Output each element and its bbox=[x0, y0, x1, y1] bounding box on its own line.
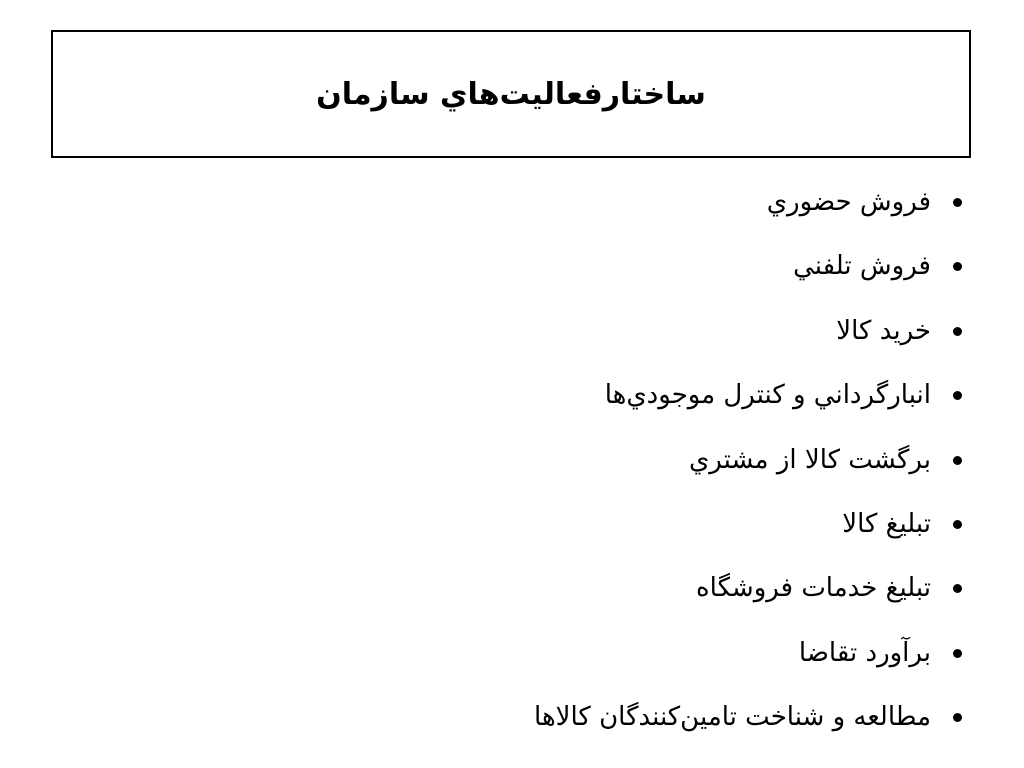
list-item-text: فروش حضوري bbox=[766, 187, 931, 217]
bullet-list bbox=[0, 182, 1024, 762]
list-item bbox=[0, 182, 1024, 246]
bullet-icon bbox=[953, 713, 962, 722]
list-item-text: فروش تلفني bbox=[793, 251, 931, 282]
list-item-text: انبارگرداني و كنترل موجودي‌ها bbox=[604, 380, 931, 411]
list-item-text: مطالعه و شناخت تامين‌كنندگان كالاها bbox=[534, 702, 931, 733]
bullet-icon bbox=[953, 456, 962, 465]
list-item bbox=[0, 697, 1024, 761]
bullet-icon bbox=[953, 262, 962, 271]
bullet-icon bbox=[953, 391, 962, 400]
bullet-icon bbox=[953, 584, 962, 593]
list-item-text: برآورد تقاضا bbox=[798, 637, 931, 668]
list-item-text: تبليغ خدمات فروشگاه bbox=[696, 573, 931, 604]
list-item bbox=[0, 311, 1024, 375]
slide-title: ساختارفعاليت‌هاي سازمان bbox=[316, 76, 706, 112]
bullet-icon bbox=[953, 520, 962, 529]
list-item-text: برگشت كالا از مشتري bbox=[688, 444, 931, 475]
list-item bbox=[0, 440, 1024, 504]
bullet-icon bbox=[953, 649, 962, 658]
list-item bbox=[0, 375, 1024, 439]
bullet-icon bbox=[953, 198, 962, 207]
list-item bbox=[0, 504, 1024, 568]
list-item-text: خريد كالا bbox=[836, 315, 931, 346]
list-item-text: تبليغ كالا bbox=[842, 508, 931, 539]
slide-title-box bbox=[51, 30, 971, 158]
list-item bbox=[0, 633, 1024, 697]
bullet-icon bbox=[953, 327, 962, 336]
list-item bbox=[0, 246, 1024, 310]
list-item bbox=[0, 568, 1024, 632]
